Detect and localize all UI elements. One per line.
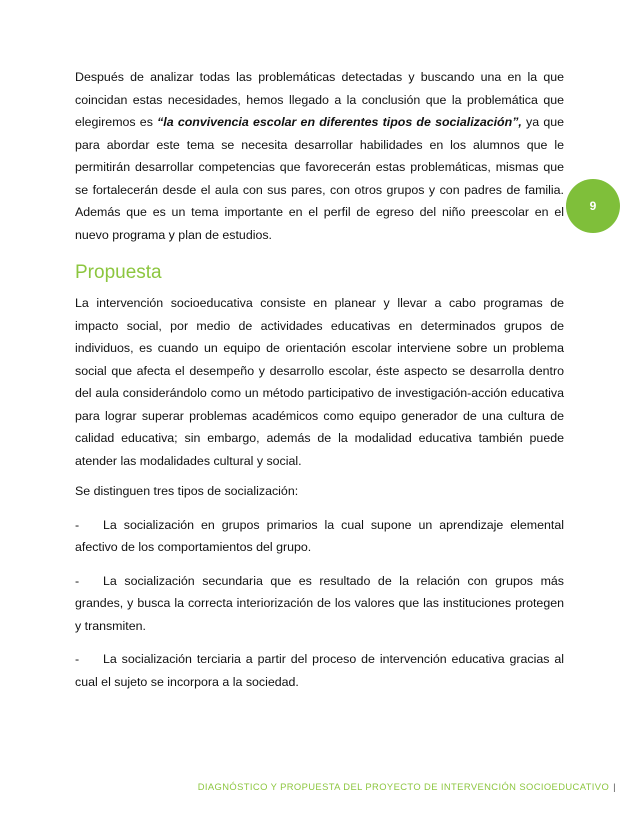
list-item-text: La socialización terciaria a partir del proceso de intervención educativa gracias al cual el sujeto se incorpora a la sociedad.	[75, 652, 564, 689]
page-number: 9	[589, 199, 597, 213]
list-marker: -	[75, 652, 80, 666]
list-item	[75, 570, 564, 638]
list-marker: -	[75, 517, 80, 532]
list-item	[75, 514, 564, 559]
page-footer	[198, 781, 616, 792]
intro-text-end: ya que para abordar este tema se necesita desarrollar habilidades en los alumnos que le permitirán desarrollar competencias que favorecerán estas problemáticas, mismas que se fortalecerán desde el aula con sus pares, con otros grupos y con padres de familia. Además que es un tema importante en el perfil de egreso del niño preescolar en el nuevo programa y plan de estudios.	[75, 115, 564, 242]
proposal-paragraph: La intervención socioeducativa consiste en planear y llevar a cabo programas de impacto social, por medio de actividades educativas en determinados grupos de individuos, es cuando un equipo de orientación escolar interviene sobre un problema social que afecta el desempeño y desarrollo escolar, éste aspecto se desarrolla dentro del aula considerándolo como un método participativo de investigación-acción educativa para lograr superar problemas académicos como equipo generador de una cultura de calidad educativa; sin embargo, además de la modalidad educativa también puede atender las modalidades cultural y social.	[75, 296, 564, 468]
intro-emphasis: “la convivencia escolar en diferentes tipos de socialización”,	[157, 115, 522, 129]
list-item-text: La socialización secundaria que es resultado de la relación con grupos más grandes, y busca la correcta interiorización de los valores que las instituciones protegen y transmiten.	[75, 573, 564, 633]
page-body	[75, 66, 564, 704]
types-intro-paragraph: Se distinguen tres tipos de socialización:	[75, 484, 299, 498]
section-heading: Propuesta	[75, 262, 162, 283]
list-marker: -	[75, 573, 80, 588]
list-item	[75, 648, 564, 693]
footer-separator: |	[613, 781, 616, 792]
footer-title: DIAGNÓSTICO Y PROPUESTA DEL PROYECTO DE INTERVENCIÓN SOCIOEDUCATIVO	[197, 781, 610, 792]
page-number-badge	[566, 179, 620, 233]
intro-paragraph	[75, 66, 564, 246]
list-item-text: La socialización en grupos primarios la cual supone un aprendizaje elemental afectivo de los comportamientos del grupo.	[75, 517, 564, 554]
intro-text-start: Después de analizar todas las problemáticas detectadas y buscando una en la que coincidan estas necesidades, hemos llegado a la conclusión que la problemática que elegiremos es	[75, 70, 564, 129]
